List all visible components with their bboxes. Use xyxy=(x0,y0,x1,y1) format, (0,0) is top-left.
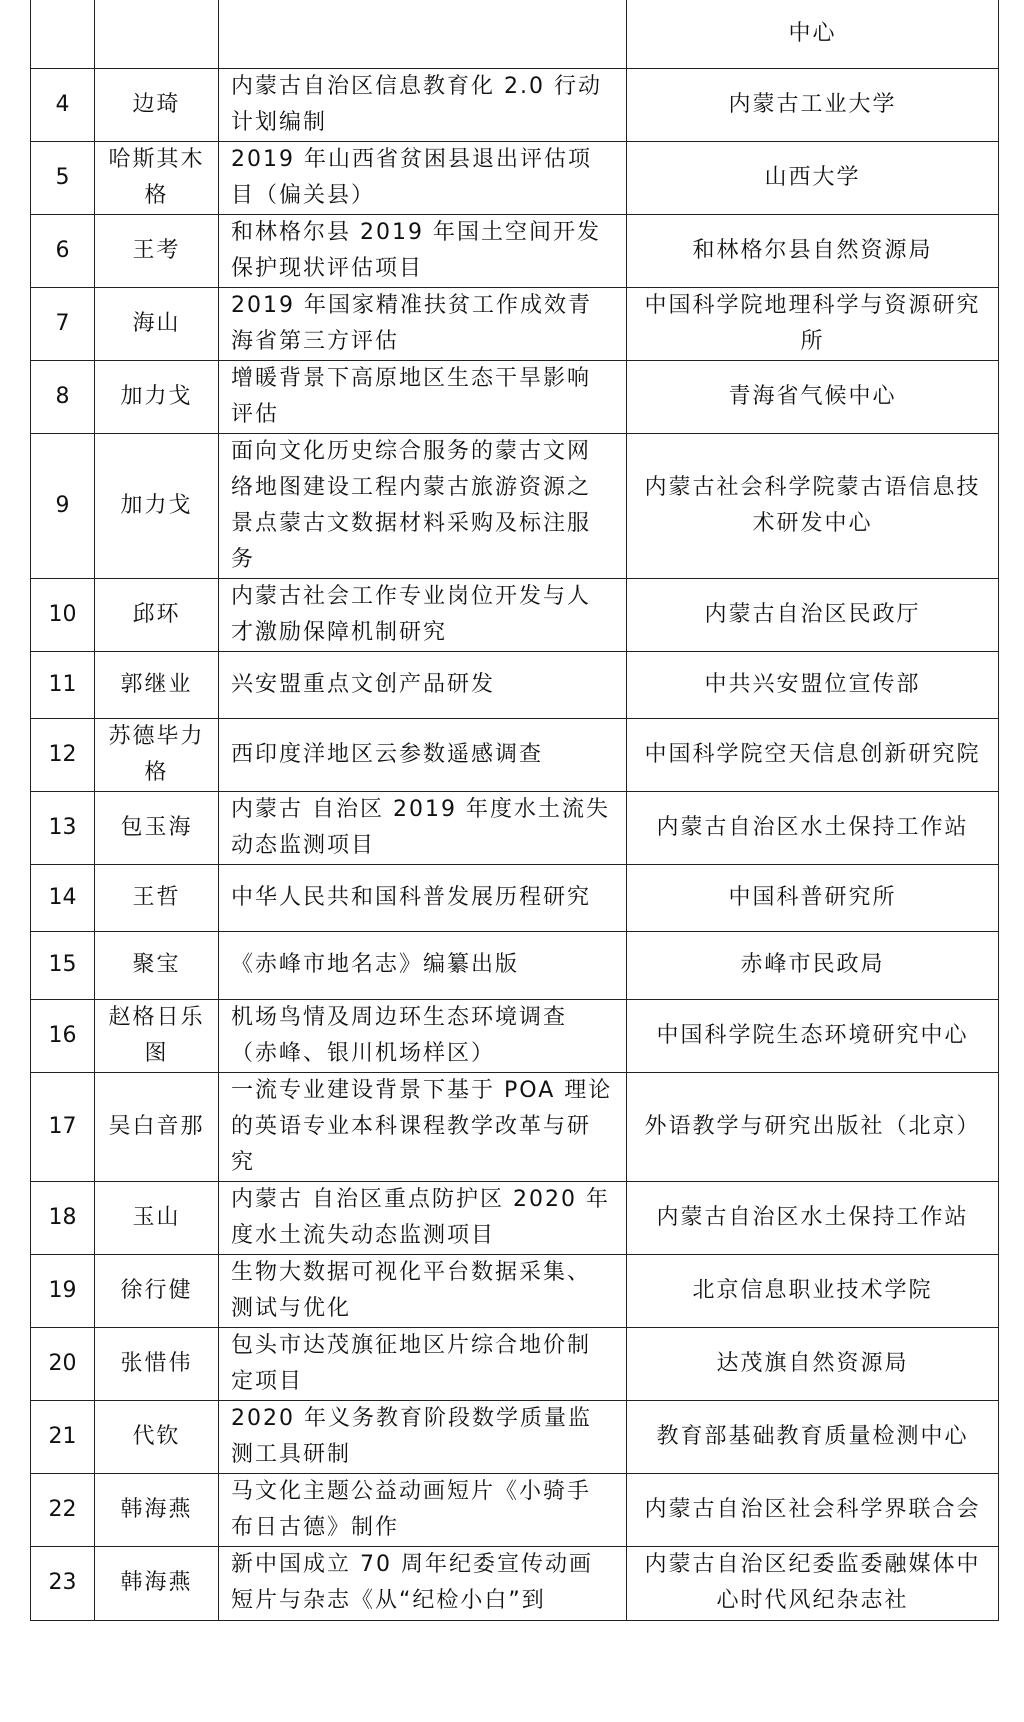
project-title: 包头市达茂旗征地区片综合地价制定项目 xyxy=(219,1327,627,1400)
person-name: 加力戈 xyxy=(95,433,219,578)
project-title: 新中国成立 70 周年纪委宣传动画短片与杂志《从“纪检小白”到 xyxy=(219,1546,627,1620)
project-title xyxy=(219,0,627,68)
person-name: 苏德毕力格 xyxy=(95,718,219,791)
person-name: 邱环 xyxy=(95,578,219,651)
table-row xyxy=(31,1546,999,1620)
person-name: 王哲 xyxy=(95,864,219,931)
project-title: 2020 年义务教育阶段数学质量监测工具研制 xyxy=(219,1400,627,1473)
table-row xyxy=(31,718,999,791)
person-name xyxy=(95,0,219,68)
person-name: 张惜伟 xyxy=(95,1327,219,1400)
table-row xyxy=(31,214,999,287)
project-title: 中华人民共和国科普发展历程研究 xyxy=(219,864,627,931)
project-title: 《赤峰市地名志》编纂出版 xyxy=(219,931,627,999)
project-title: 马文化主题公益动画短片《小骑手布日古德》制作 xyxy=(219,1473,627,1546)
organization: 赤峰市民政局 xyxy=(627,931,999,999)
organization: 中国科学院地理科学与资源研究所 xyxy=(627,287,999,360)
row-number: 15 xyxy=(31,931,95,999)
project-title: 和林格尔县 2019 年国土空间开发保护现状评估项目 xyxy=(219,214,627,287)
person-name: 韩海燕 xyxy=(95,1546,219,1620)
row-number: 13 xyxy=(31,791,95,864)
project-title: 兴安盟重点文创产品研发 xyxy=(219,651,627,718)
organization: 中国科学院生态环境研究中心 xyxy=(627,999,999,1072)
table-row xyxy=(31,864,999,931)
row-number: 12 xyxy=(31,718,95,791)
organization: 青海省气候中心 xyxy=(627,360,999,433)
organization: 中国科学院空天信息创新研究院 xyxy=(627,718,999,791)
table-row xyxy=(31,999,999,1072)
row-number: 5 xyxy=(31,141,95,214)
project-title: 一流专业建设背景下基于 POA 理论的英语专业本科课程教学改革与研究 xyxy=(219,1072,627,1181)
row-number: 22 xyxy=(31,1473,95,1546)
row-number xyxy=(31,0,95,68)
person-name: 海山 xyxy=(95,287,219,360)
table-row xyxy=(31,651,999,718)
organization: 和林格尔县自然资源局 xyxy=(627,214,999,287)
person-name: 代钦 xyxy=(95,1400,219,1473)
person-name: 玉山 xyxy=(95,1181,219,1254)
row-number: 8 xyxy=(31,360,95,433)
row-number: 14 xyxy=(31,864,95,931)
row-number: 9 xyxy=(31,433,95,578)
row-number: 11 xyxy=(31,651,95,718)
row-number: 19 xyxy=(31,1254,95,1327)
table-row xyxy=(31,141,999,214)
row-number: 18 xyxy=(31,1181,95,1254)
row-number: 6 xyxy=(31,214,95,287)
table-row xyxy=(31,1181,999,1254)
organization: 内蒙古自治区水土保持工作站 xyxy=(627,791,999,864)
organization: 中国科普研究所 xyxy=(627,864,999,931)
project-title: 机场鸟情及周边环生态环境调查（赤峰、银川机场样区） xyxy=(219,999,627,1072)
person-name: 赵格日乐图 xyxy=(95,999,219,1072)
table-row xyxy=(31,0,999,68)
table-row xyxy=(31,433,999,578)
row-number: 23 xyxy=(31,1546,95,1620)
table-row xyxy=(31,1254,999,1327)
row-number: 10 xyxy=(31,578,95,651)
person-name: 哈斯其木格 xyxy=(95,141,219,214)
person-name: 边琦 xyxy=(95,68,219,141)
organization: 内蒙古自治区水土保持工作站 xyxy=(627,1181,999,1254)
project-title: 增暖背景下高原地区生态干旱影响评估 xyxy=(219,360,627,433)
table-row xyxy=(31,1327,999,1400)
organization: 内蒙古自治区纪委监委融媒体中心时代风纪杂志社 xyxy=(627,1546,999,1620)
person-name: 吴白音那 xyxy=(95,1072,219,1181)
table-row xyxy=(31,1473,999,1546)
project-title: 面向文化历史综合服务的蒙古文网络地图建设工程内蒙古旅游资源之景点蒙古文数据材料采购及标注服务 xyxy=(219,433,627,578)
organization: 外语教学与研究出版社（北京） xyxy=(627,1072,999,1181)
table-row xyxy=(31,1072,999,1181)
project-table xyxy=(30,0,999,1621)
table-row xyxy=(31,1400,999,1473)
table-row xyxy=(31,287,999,360)
row-number: 4 xyxy=(31,68,95,141)
person-name: 包玉海 xyxy=(95,791,219,864)
organization: 内蒙古社会科学院蒙古语信息技术研发中心 xyxy=(627,433,999,578)
project-title: 内蒙古自治区信息教育化 2.0 行动计划编制 xyxy=(219,68,627,141)
table-row xyxy=(31,68,999,141)
row-number: 20 xyxy=(31,1327,95,1400)
project-title: 生物大数据可视化平台数据采集、测试与优化 xyxy=(219,1254,627,1327)
organization: 达茂旗自然资源局 xyxy=(627,1327,999,1400)
organization: 中心 xyxy=(627,0,999,68)
organization: 内蒙古自治区社会科学界联合会 xyxy=(627,1473,999,1546)
organization: 中共兴安盟位宣传部 xyxy=(627,651,999,718)
person-name: 聚宝 xyxy=(95,931,219,999)
organization: 山西大学 xyxy=(627,141,999,214)
row-number: 17 xyxy=(31,1072,95,1181)
row-number: 16 xyxy=(31,999,95,1072)
project-title: 2019 年山西省贫困县退出评估项目（偏关县） xyxy=(219,141,627,214)
project-title: 西印度洋地区云参数遥感调查 xyxy=(219,718,627,791)
row-number: 7 xyxy=(31,287,95,360)
person-name: 郭继业 xyxy=(95,651,219,718)
project-title: 2019 年国家精准扶贫工作成效青海省第三方评估 xyxy=(219,287,627,360)
table-row xyxy=(31,578,999,651)
project-title: 内蒙古 自治区重点防护区 2020 年度水土流失动态监测项目 xyxy=(219,1181,627,1254)
organization: 北京信息职业技术学院 xyxy=(627,1254,999,1327)
person-name: 王考 xyxy=(95,214,219,287)
table-row xyxy=(31,791,999,864)
person-name: 韩海燕 xyxy=(95,1473,219,1546)
table-row xyxy=(31,931,999,999)
table-row xyxy=(31,360,999,433)
organization: 内蒙古工业大学 xyxy=(627,68,999,141)
person-name: 加力戈 xyxy=(95,360,219,433)
project-title: 内蒙古社会工作专业岗位开发与人才激励保障机制研究 xyxy=(219,578,627,651)
organization: 内蒙古自治区民政厅 xyxy=(627,578,999,651)
organization: 教育部基础教育质量检测中心 xyxy=(627,1400,999,1473)
row-number: 21 xyxy=(31,1400,95,1473)
project-title: 内蒙古 自治区 2019 年度水土流失动态监测项目 xyxy=(219,791,627,864)
person-name: 徐行健 xyxy=(95,1254,219,1327)
